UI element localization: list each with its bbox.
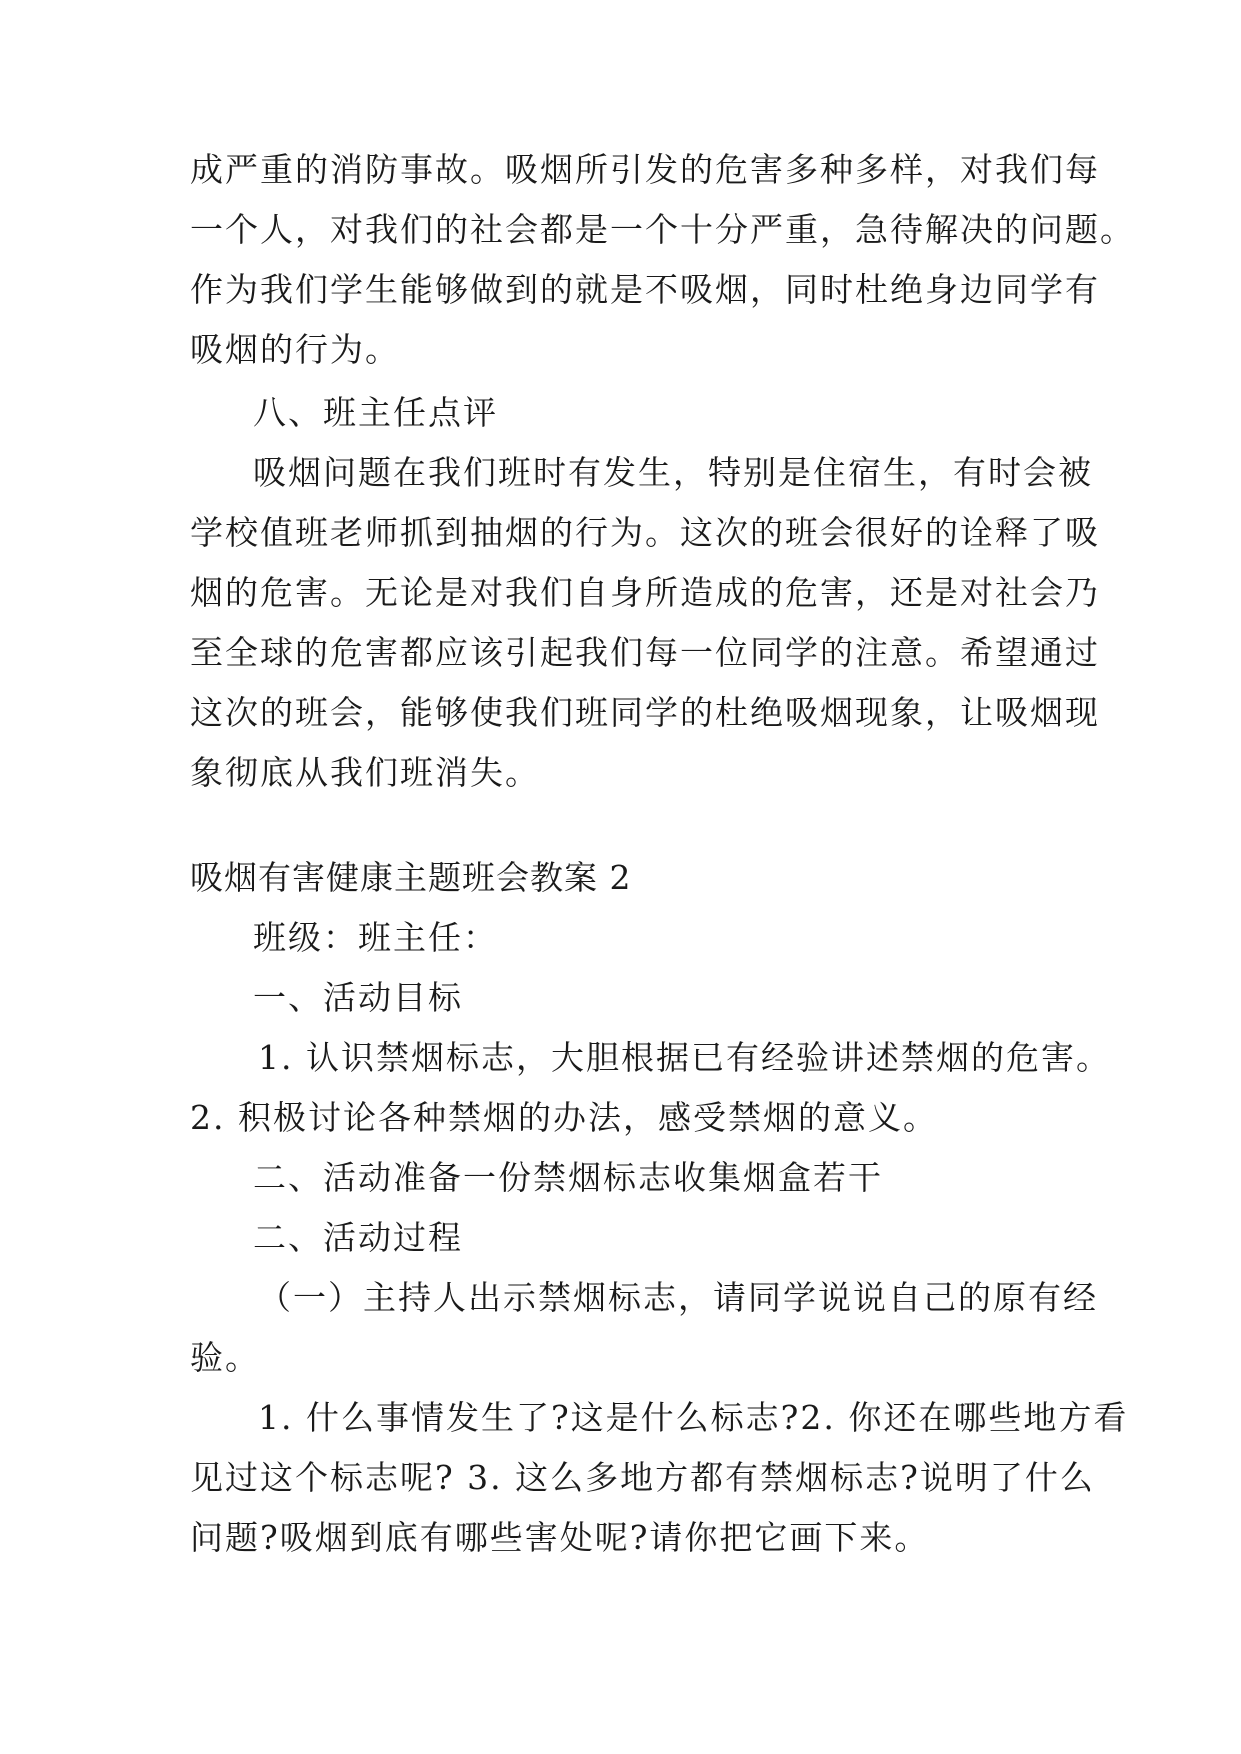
paragraph-line: 学校值班老师抓到抽烟的行为。这次的班会很好的诠释了吸	[190, 513, 1100, 552]
paragraph-line: 1. 什么事情发生了?这是什么标志?2. 你还在哪些地方看	[258, 1398, 1129, 1437]
paragraph-line: 一个人，对我们的社会都是一个十分严重，急待解决的问题。	[190, 210, 1135, 249]
paragraph-line: 烟的危害。无论是对我们自身所造成的危害，还是对社会乃	[190, 573, 1100, 612]
paragraph-line: 吸烟的行为。	[190, 330, 400, 369]
subsection-heading: （一）主持人出示禁烟标志，请同学说说自己的原有经	[258, 1278, 1098, 1317]
class-info-line: 班级：班主任：	[253, 918, 498, 957]
paragraph-line: 作为我们学生能够做到的就是不吸烟，同时杜绝身边同学有	[190, 270, 1100, 309]
document-title: 吸烟有害健康主题班会教案 2	[190, 858, 632, 897]
section-heading: 二、活动过程	[253, 1218, 463, 1257]
paragraph-line: 象彻底从我们班消失。	[190, 753, 540, 792]
paragraph-line: 验。	[190, 1338, 260, 1377]
goal-item: 1. 认识禁烟标志，大胆根据已有经验讲述禁烟的危害。	[258, 1038, 1111, 1077]
goal-item: 2. 积极讨论各种禁烟的办法，感受禁烟的意义。	[190, 1098, 938, 1137]
section-heading: 二、活动准备一份禁烟标志收集烟盒若干	[253, 1158, 883, 1197]
paragraph-line: 成严重的消防事故。吸烟所引发的危害多种多样，对我们每	[190, 150, 1100, 189]
paragraph-line: 这次的班会，能够使我们班同学的杜绝吸烟现象，让吸烟现	[190, 693, 1100, 732]
paragraph-line: 问题?吸烟到底有哪些害处呢?请你把它画下来。	[190, 1518, 930, 1557]
paragraph-line: 至全球的危害都应该引起我们每一位同学的注意。希望通过	[190, 633, 1100, 672]
paragraph-line: 见过这个标志呢? 3. 这么多地方都有禁烟标志?说明了什么	[190, 1458, 1095, 1497]
paragraph-line: 吸烟问题在我们班时有发生，特别是住宿生，有时会被	[253, 453, 1093, 492]
section-heading: 八、班主任点评	[253, 393, 498, 432]
section-heading: 一、活动目标	[253, 978, 463, 1017]
